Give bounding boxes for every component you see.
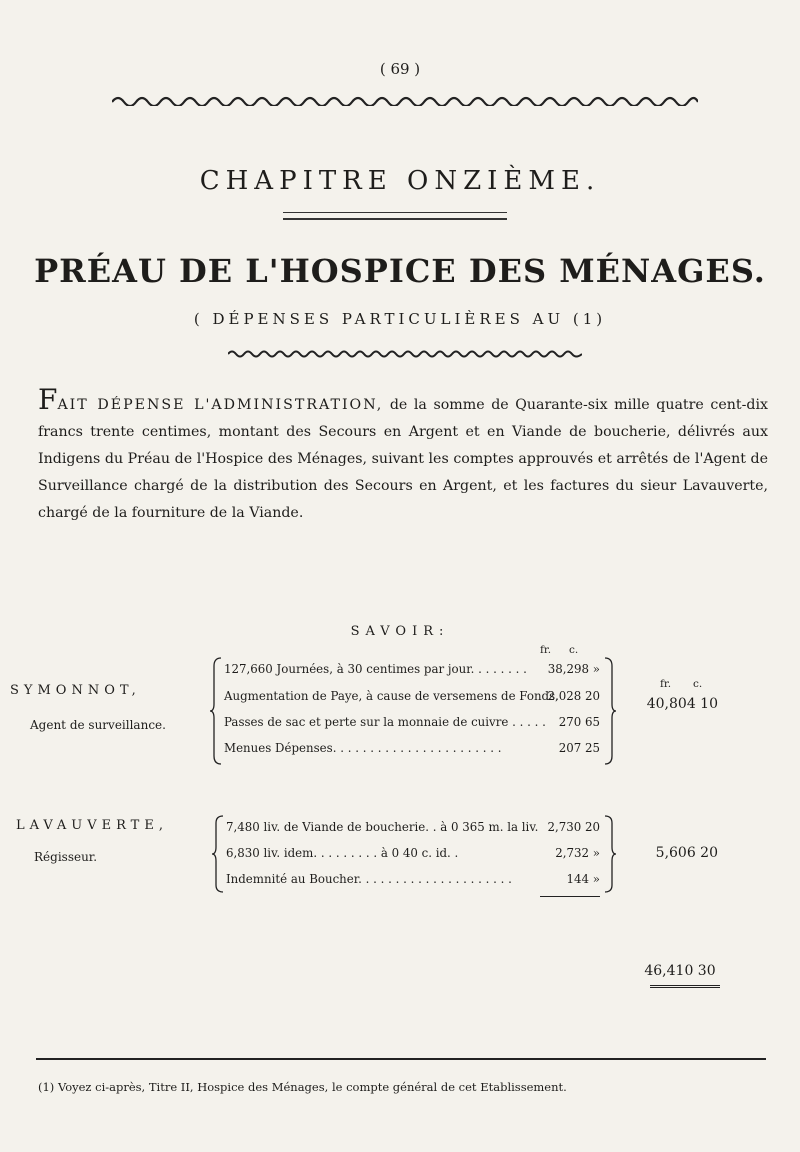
savoir-heading: SAVOIR: [350,624,450,639]
right-brace [604,656,616,766]
footnote: (1) Voyez ci-après, Titre II, Hospice des Ménages, le compte général de cet Etablissement. [38,1080,567,1094]
subtotal: 5,606 20 [655,845,718,861]
title-rule-lower [283,218,507,220]
ledger-label: Passes de sac et perte sur la monnaie de cuivre . . . . . [224,715,546,729]
ornament-divider [228,349,582,359]
ledger-amount: 2,732 » [555,846,600,860]
ledger-amount: 144 » [566,872,600,886]
left-brace [212,814,224,894]
party-name: SYMONNOT, [10,683,141,698]
ledger-amount: 38,298 » [547,662,600,676]
unit-centimes: c. [693,678,703,690]
party-name: LAVAUVERTE, [16,818,168,833]
ledger-label: 7,480 liv. de Viande de boucherie. . à 0 365 m. la liv. [226,820,539,834]
ledger-label: Augmentation de Paye, à cause de versemens de Fonds. [224,689,559,703]
ledger-amount: 207 25 [558,741,600,755]
ledger-amount: 2,730 20 [547,820,600,834]
footnote-rule [36,1058,766,1060]
grand-total: 46,410 30 [644,963,716,979]
party-role: Régisseur. [34,850,98,864]
right-brace [604,814,616,894]
ledger-label: 127,660 Journées, à 30 centimes par jour. . . . . . . . [224,662,527,676]
ledger-label: Indemnité au Boucher. . . . . . . . . . . . . . . . . . . . . [226,872,512,886]
ledger-label: 6,830 liv. idem. . . . . . . . . à 0 40 c. id. . [226,846,459,860]
left-brace [210,656,222,766]
page-number: ( 69 ) [379,60,421,78]
ledger-label: Menues Dépenses. . . . . . . . . . . . . . . . . . . . . . . [224,741,502,755]
title-rule-upper [283,212,507,213]
intro-body: de la somme de Quarante-six mille quatre cent-dix francs trente centimes, montant des Secours en Argent et en Viande de boucherie, délivrés aux Indigens du Préau de l'Hospice des Ménages, suivant les comptes approuvés et arrêtés de l'Agent de Surveillance chargé de la distribution des Secours en Argent, et les factures du sieur Lavauverte, chargé de la fourniture de la Viande. [38,397,768,521]
intro-lead: AIT DÉPENSE L'ADMINISTRATION, [57,397,384,413]
intro-paragraph [38,383,768,527]
ledger-amount: 270 65 [558,715,600,729]
section-title: PRÉAU DE L'HOSPICE DES MÉNAGES. [34,252,766,290]
ornament-top [112,94,698,106]
dropcap: F [38,383,58,416]
total-underline [650,985,720,988]
unit-francs: fr. [660,678,672,690]
subtotal: 40,804 10 [646,696,718,712]
chapter-title: CHAPITRE ONZIÈME. [199,166,601,196]
column-rule [540,896,600,897]
unit-francs: fr. [540,644,552,656]
unit-centimes: c. [569,644,579,656]
ledger-amount: 2,028 20 [547,689,600,703]
section-subtitle: ( DÉPENSES PARTICULIÈRES AU (1) [193,310,607,328]
party-role: Agent de surveillance. [30,718,166,732]
